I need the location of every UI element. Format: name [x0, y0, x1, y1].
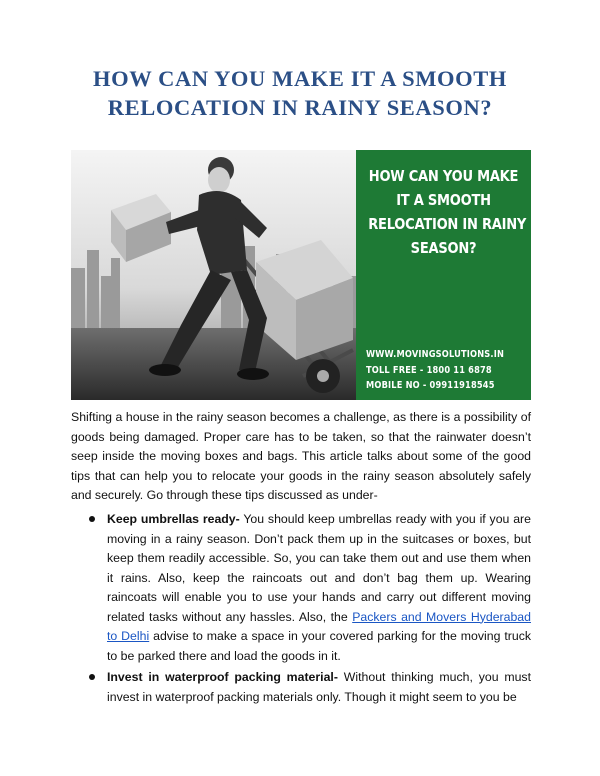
- document-title: [0, 64, 600, 122]
- bullet-icon: [89, 516, 95, 522]
- intro-paragraph: Shifting a house in the rainy season becomes a challenge, as there is a possibility of goods being damaged. Proper care has to be taken, so that the rainwater doesn’t seep inside the moving boxes and bags. This article talks about some of the good tips that can help you to relocate your goods in the rainy season absolutely safely and securely. Go through these tips discussed as under-: [71, 410, 531, 502]
- banner-text-panel: [356, 150, 531, 400]
- banner-toll-free: TOLL FREE - 1800 11 6878: [366, 364, 492, 376]
- banner-image: [71, 150, 531, 400]
- banner-website: WWW.MOVINGSOLUTIONS.IN: [366, 349, 505, 360]
- list-item: [71, 668, 531, 707]
- bullet-icon: [89, 674, 95, 680]
- tip-heading: Keep umbrellas ready-: [107, 512, 240, 526]
- banner-mobile: MOBILE NO - 09911918545: [366, 380, 495, 391]
- banner-heading-line: IT A SMOOTH: [396, 191, 491, 209]
- tips-list: [71, 510, 531, 709]
- packers-movers-link[interactable]: Packers and Movers Hyderabad to Delhi: [107, 609, 531, 643]
- banner-heading-line: RELOCATION IN RAINY: [368, 215, 527, 233]
- tip-text: You should keep umbrellas ready with you if you are moving in a rainy season. Don’t pack them up in the suitcases or boxes, but keep them readily accessible. So, you can take them out and use them when it rains. Also, keep the raincoats out and don’t bag them up. Wearing raincoats will enable you to use your hands and carry out different moving related tasks without any hassles. Also, the: [107, 512, 531, 624]
- banner-heading: [368, 164, 527, 260]
- banner-heading-line: HOW CAN YOU MAKE: [368, 167, 519, 185]
- list-item: [71, 510, 531, 666]
- tip-heading: Invest in waterproof packing material-: [107, 670, 338, 684]
- banner-contact: [366, 347, 516, 394]
- mover-photo: [71, 150, 356, 400]
- tip-text-continued: advise to make a space in your covered parking for the moving truck to be parked there and load the goods in it.: [107, 629, 531, 663]
- tip-text: Without thinking much, you must invest in waterproof packing materials only. Though it might seem to you be: [107, 670, 531, 704]
- banner-heading-line: SEASON?: [410, 239, 477, 257]
- title-line-2: RELOCATION IN RAINY SEASON?: [107, 95, 493, 120]
- title-line-1: HOW CAN YOU MAKE IT A SMOOTH: [93, 66, 507, 91]
